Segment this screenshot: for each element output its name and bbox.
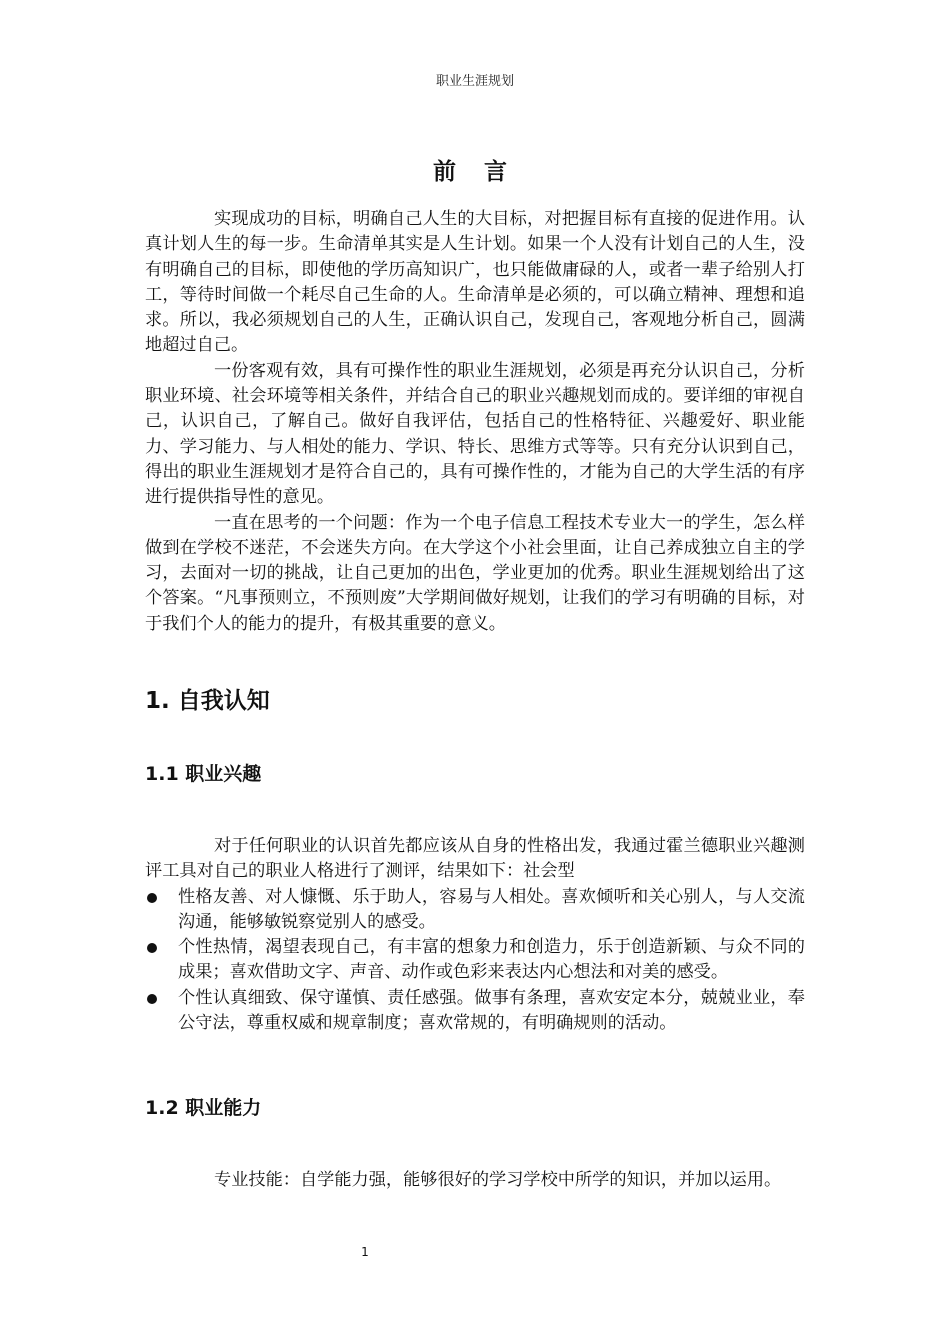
preface-paragraph-2: 一份客观有效，具有可操作性的职业生涯规划，必须是再充分认识自己，分析职业环境、社会环境等相关条件，并结合自己的职业兴趣规划而成的。要详细的审视自己，认识自己，了解自己。做好自我评估，包括自己的性格特征、兴趣爱好、职业能力、学习能力、与人相处的能力、学识、特长、思维方式等等。只有充分认识到自己，得出的职业生涯规划才是符合自己的，具有可操作性的，才能为自己的大学生活的有序进行提供指导性的意见。: [145, 360, 805, 508]
section-1-heading: 1. 自我认知: [145, 688, 270, 714]
preface-paragraph-3: 一直在思考的一个问题：作为一个电子信息工程技术专业大一的学生，怎么样做到在学校不迷茫，不会迷失方向。在大学这个小社会里面，让自己养成独立自主的学习，去面对一切的挑战，让自己更加的出色，学业更加的优秀。职业生涯规划给出了这个答案。“凡事预则立，不预则废”大学期间做好规划，让我们的学习有明确的目标，对于我们个人的能力的提升，有极其重要的意义。: [145, 512, 805, 634]
bullet-dot-icon: [147, 994, 157, 1004]
running-header: 职业生涯规划: [435, 74, 514, 89]
bullet-dot-icon: [147, 893, 157, 903]
personality-bullet-list: [145, 885, 805, 1037]
header-rule: [145, 94, 805, 95]
bullet-item: [145, 935, 805, 986]
section-1-2-heading: 1.2 职业能力: [145, 1097, 262, 1119]
section-1-1-body: [145, 834, 805, 1036]
preface-title: 前 言: [432, 159, 517, 185]
ability-paragraph: 专业技能：自学能力强，能够很好的学习学校中所学的知识，并加以运用。: [214, 1170, 782, 1190]
bullet-dot-icon: [147, 943, 157, 953]
preface-body: [145, 207, 805, 637]
bullet-item: [145, 885, 805, 936]
bullet-text: 个性认真细致、保守谨慎、责任感强。做事有条理，喜欢安定本分，兢兢业业，奉公守法，尊重权威和规章制度；喜欢常规的，有明确规则的活动。: [178, 987, 805, 1034]
bullet-item: [145, 986, 805, 1037]
page-number: 1: [361, 1245, 369, 1259]
bullet-text: 性格友善、对人慷慨、乐于助人，容易与人相处。喜欢倾听和关心别人，与人交流沟通，能够敏锐察觉别人的感受。: [178, 886, 805, 932]
preface-paragraph-1: 实现成功的目标，明确自己人生的大目标，对把握目标有直接的促进作用。认真计划人生的每一步。生命清单其实是人生计划。如果一个人没有计划自己的人生，没有明确自己的目标，即使他的学历高知识广，也只能做庸碌的人，或者一辈子给别人打工，等待时间做一个耗尽自己生命的人。生命清单是必须的，可以确立精神、理想和追求。所以，我必须规划自己的人生，正确认识自己，发现自己，客观地分析自己，圆满地超过自己。: [145, 209, 805, 356]
interest-intro-paragraph: 对于任何职业的认识首先都应该从自身的性格出发，我通过霍兰德职业兴趣测评工具对自己的职业人格进行了测评，结果如下：社会型: [145, 836, 805, 882]
section-1-1-heading: 1.1 职业兴趣: [145, 763, 262, 785]
bullet-text: 个性热情，渴望表现自己，有丰富的想象力和创造力，乐于创造新颖、与众不同的成果；喜欢借助文字、声音、动作或色彩来表达内心想法和对美的感受。: [178, 937, 805, 983]
section-1-2-body: [145, 1168, 805, 1193]
